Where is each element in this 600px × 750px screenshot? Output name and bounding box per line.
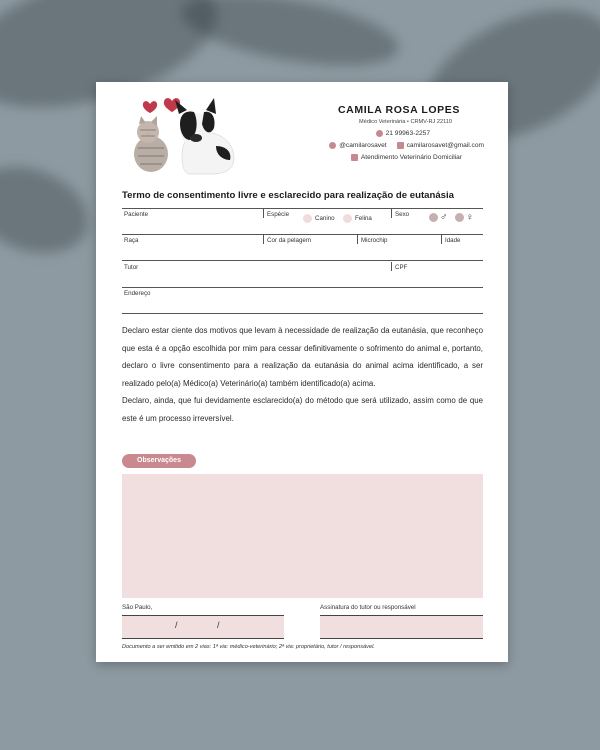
field-label-especie: Espécie bbox=[267, 211, 290, 218]
radio-label: Canino bbox=[315, 215, 335, 223]
observacoes-label: Observações bbox=[122, 454, 196, 468]
signature-label: Assinatura do tutor ou responsável bbox=[320, 604, 416, 611]
leaf-shadow bbox=[176, 0, 403, 79]
field-label-endereco: Endereço bbox=[124, 290, 151, 297]
radio-felina[interactable] bbox=[343, 214, 372, 223]
vet-header bbox=[329, 104, 484, 161]
radio-female[interactable] bbox=[455, 212, 474, 223]
divider bbox=[122, 234, 483, 235]
date-separator: / bbox=[175, 620, 178, 630]
radio-dot bbox=[343, 214, 352, 223]
footer-note: Documento a ser emitido em 2 vias: 1ª via: médico-veterinário; 2ª via: proprietário, tutor / responsável. bbox=[122, 644, 375, 650]
phone-number[interactable]: 21 99963-2257 bbox=[385, 130, 430, 137]
radio-dot bbox=[455, 213, 464, 222]
date-separator: / bbox=[217, 620, 220, 630]
vet-registration: Médico Veterinária • CRMV-RJ 22110 bbox=[359, 119, 452, 125]
form-title: Termo de consentimento livre e esclarecido para realização de eutanásia bbox=[122, 190, 455, 201]
social-row bbox=[329, 142, 484, 149]
field-label-cpf: CPF bbox=[395, 264, 408, 271]
radio-dot bbox=[429, 213, 438, 222]
cat-dog-illustration bbox=[124, 96, 239, 178]
divider bbox=[122, 313, 483, 314]
document-icon bbox=[351, 154, 358, 161]
signature-field[interactable] bbox=[320, 615, 483, 639]
patient-fields bbox=[122, 204, 483, 316]
divider bbox=[357, 235, 358, 244]
field-label-sexo: Sexo bbox=[395, 211, 410, 218]
divider bbox=[122, 208, 483, 209]
instagram-handle[interactable]: @camilarosavet bbox=[339, 142, 387, 149]
consent-form-page bbox=[96, 82, 508, 662]
phone-row bbox=[329, 130, 430, 137]
radio-male[interactable] bbox=[429, 212, 448, 223]
field-label-tutor: Tutor bbox=[124, 264, 139, 271]
radio-dot bbox=[303, 214, 312, 223]
instagram-icon bbox=[329, 142, 336, 149]
female-icon: ♀ bbox=[466, 212, 474, 223]
date-field[interactable] bbox=[122, 615, 284, 639]
field-label-raca: Raça bbox=[124, 237, 139, 244]
field-label-paciente: Paciente bbox=[124, 211, 149, 218]
divider bbox=[391, 209, 392, 218]
radio-label: Felina bbox=[355, 215, 372, 223]
divider bbox=[122, 287, 483, 288]
field-label-cor: Cor da pelagem bbox=[267, 237, 312, 244]
divider bbox=[441, 235, 442, 244]
email-icon bbox=[397, 142, 404, 149]
whatsapp-icon bbox=[376, 130, 383, 137]
divider bbox=[263, 235, 264, 244]
male-icon: ♂ bbox=[440, 212, 448, 223]
divider bbox=[122, 260, 483, 261]
paragraph: Declaro, ainda, que fui devidamente esclarecido(a) do método que será utilizado, assim como de que este é um processo irreversível. bbox=[122, 396, 483, 423]
city-label: São Paulo, bbox=[122, 604, 153, 611]
leaf-shadow bbox=[0, 152, 100, 268]
service-row bbox=[329, 154, 462, 161]
french-bulldog bbox=[175, 98, 234, 174]
observacoes-field[interactable] bbox=[122, 474, 483, 598]
email-address[interactable]: camilarosavet@gmail.com bbox=[406, 142, 484, 149]
service-label: Atendimento Veterinário Domiciliar bbox=[360, 154, 462, 161]
vet-name: CAMILA ROSA LOPES bbox=[337, 104, 460, 116]
field-label-idade: Idade bbox=[445, 237, 461, 244]
paragraph: Declaro estar ciente dos motivos que levam à necessidade de realização da eutanásia, que reconheço que esta é a opção escolhida por mim para cessar definitivamente o sofrimento do animal e, portanto, declaro o livre consentimento para a realização da eutanásia do animal acima identificado, a ser realizado pelo(a) Médico(a) Veterinário(a) também identificado(a) acima. bbox=[122, 326, 483, 388]
cat bbox=[134, 116, 168, 172]
divider bbox=[263, 209, 264, 218]
consent-text bbox=[122, 322, 483, 428]
field-label-microchip: Microchip bbox=[361, 237, 388, 244]
divider bbox=[391, 262, 392, 271]
radio-canino[interactable] bbox=[303, 214, 335, 223]
